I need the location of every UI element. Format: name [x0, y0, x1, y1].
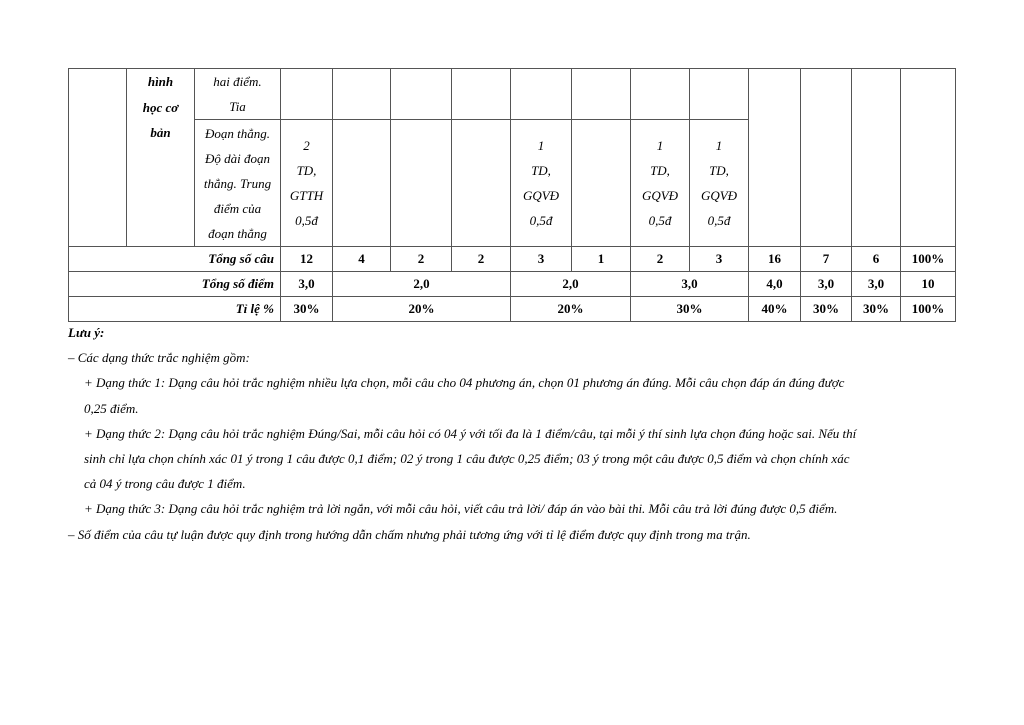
value-cell: 2	[452, 247, 511, 272]
total-points-row	[69, 272, 956, 297]
topic-cell	[195, 69, 281, 120]
category-line: học cơ	[142, 99, 179, 115]
value-cell: 1	[572, 247, 631, 272]
row-label: Tổng số điểm	[69, 272, 281, 297]
cell-line: TD,	[531, 163, 551, 178]
format-2-continuation: cả 04 ý trong câu được 1 điểm.	[84, 476, 246, 492]
value-cell: 3	[511, 247, 572, 272]
cell-line: 1	[537, 138, 545, 153]
value-cell: 30%	[852, 297, 901, 322]
blank-cell	[391, 120, 452, 247]
cell-line: TD,	[709, 163, 729, 178]
blank-cell	[901, 69, 956, 247]
row-label: Tỉ lệ %	[69, 297, 281, 322]
category-cell	[127, 69, 195, 247]
cell-line: GTTH	[289, 188, 324, 203]
blank-cell	[801, 69, 852, 247]
value-cell: 3,0	[281, 272, 333, 297]
value-cell: 30%	[281, 297, 333, 322]
cell-line: TD,	[296, 163, 317, 178]
value-cell: 3,0	[801, 272, 852, 297]
blank-cell	[333, 120, 391, 247]
question-cell	[631, 120, 690, 247]
value-cell: 30%	[801, 297, 852, 322]
topic-line: Tia	[229, 99, 246, 114]
blank-cell	[572, 69, 631, 120]
topic-line: điểm của	[213, 200, 262, 216]
row-label: Tổng số câu	[69, 247, 281, 272]
value-cell: 20%	[333, 297, 511, 322]
blank-cell	[281, 69, 333, 120]
blank-cell	[631, 69, 690, 120]
value-cell: 10	[901, 272, 956, 297]
notes-last-line: – Số điểm của câu tự luận được quy định trong hướng dẫn chấm nhưng phải tương ứng với tỉ lệ điểm được quy định trong ma trận.	[68, 526, 751, 542]
notes-section	[68, 320, 958, 547]
blank-cell	[852, 69, 901, 247]
value-cell: 4,0	[749, 272, 801, 297]
format-1-text: + Dạng thức 1: Dạng câu hỏi trắc nghiệm nhiều lựa chọn, mỗi câu cho 04 phương án, chọn 01 phương án đúng. Mỗi câu chọn đáp án đúng được	[84, 375, 845, 391]
value-cell: 100%	[901, 247, 956, 272]
format-2-text: + Dạng thức 2: Dạng câu hỏi trắc nghiệm Đúng/Sai, mỗi câu hỏi có 04 ý với tối đa là 1 điểm/câu, tại mỗi ý thí sinh lựa chọn đúng hoặc sai. Nếu thí	[84, 425, 857, 441]
assessment-matrix-table	[68, 68, 956, 322]
value-cell: 2,0	[333, 272, 511, 297]
blank-cell	[511, 69, 572, 120]
value-cell: 4	[333, 247, 391, 272]
blank-cell	[391, 69, 452, 120]
cell-line: 0,5đ	[707, 213, 731, 228]
cell-line: TD,	[650, 163, 670, 178]
topic-line: hai điểm.	[213, 74, 262, 89]
blank-cell	[749, 69, 801, 247]
category-line: hình	[147, 74, 174, 89]
question-cell	[511, 120, 572, 247]
table-row	[69, 69, 956, 120]
format-2-continuation: sinh chỉ lựa chọn chính xác 01 ý trong 1 câu được 0,1 điểm; 02 ý trong 1 câu được 0,25 điểm; 03 ý trong một câu được 0,5 điểm và chọn chính xác	[84, 451, 850, 467]
blank-cell	[452, 120, 511, 247]
blank-cell	[452, 69, 511, 120]
value-cell: 3	[690, 247, 749, 272]
value-cell: 12	[281, 247, 333, 272]
value-cell: 6	[852, 247, 901, 272]
format-3-text: + Dạng thức 3: Dạng câu hỏi trắc nghiệm trả lời ngắn, với mỗi câu hỏi, viết câu trả lời/ đáp án vào bài thi. Mỗi câu trả lời đúng được 0,5 điểm.	[84, 501, 838, 517]
topic-cell	[195, 120, 281, 247]
format-1-continuation: 0,25 điểm.	[84, 400, 139, 416]
value-cell: 20%	[511, 297, 631, 322]
blank-cell	[69, 69, 127, 247]
blank-cell	[572, 120, 631, 247]
topic-line: thẳng. Trung	[203, 175, 272, 191]
value-cell: 16	[749, 247, 801, 272]
cell-line: GQVĐ	[641, 188, 679, 203]
cell-line: 2	[303, 138, 310, 153]
question-cell	[281, 120, 333, 247]
value-cell: 30%	[631, 297, 749, 322]
notes-title: Lưu ý:	[68, 325, 105, 340]
value-cell: 2	[631, 247, 690, 272]
question-cell	[690, 120, 749, 247]
ratio-row	[69, 297, 956, 322]
blank-cell	[333, 69, 391, 120]
value-cell: 2	[391, 247, 452, 272]
cell-line: GQVĐ	[700, 188, 738, 203]
notes-line: – Các dạng thức trắc nghiệm gồm:	[68, 350, 250, 366]
cell-line: GQVĐ	[522, 188, 560, 203]
blank-cell	[690, 69, 749, 120]
cell-line: 0,5đ	[648, 213, 672, 228]
value-cell: 7	[801, 247, 852, 272]
value-cell: 2,0	[511, 272, 631, 297]
cell-line: 1	[656, 138, 664, 153]
value-cell: 3,0	[631, 272, 749, 297]
category-line: bản	[150, 125, 171, 140]
cell-line: 1	[715, 138, 723, 153]
topic-line: Độ dài đoạn	[205, 150, 270, 166]
total-questions-row	[69, 247, 956, 272]
cell-line: 0,5đ	[295, 213, 318, 228]
value-cell: 3,0	[852, 272, 901, 297]
cell-line: 0,5đ	[529, 213, 553, 228]
value-cell: 100%	[901, 297, 956, 322]
value-cell: 40%	[749, 297, 801, 322]
topic-line: đoạn thẳng	[208, 225, 267, 241]
topic-line: Đoạn thẳng.	[205, 125, 270, 141]
